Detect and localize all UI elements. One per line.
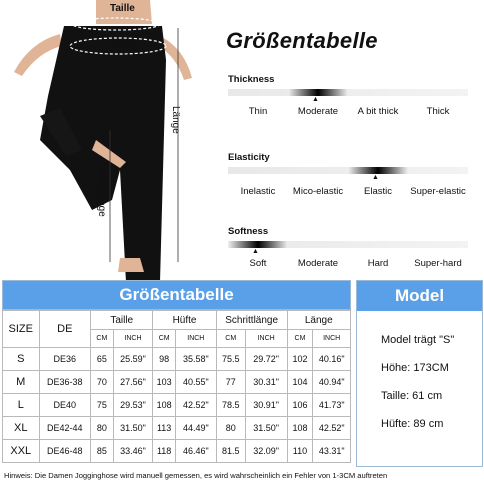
scale-bar [228,167,468,174]
scale-thickness [228,74,468,117]
scale-selected [228,241,288,248]
scale-label: A bit thick [357,106,399,117]
value-cell: 44.49" [175,417,216,440]
value-cell: 113 [153,417,176,440]
unit-cm: CM [216,330,245,348]
footnote: Hinweis: Die Damen Jogginghose wird manuell gemessen, es wird wahrscheinlich ein Fehler von 1-3CM auftreten [4,471,388,480]
unit-inch: INCH [113,330,153,348]
size-rows [3,348,351,463]
group-header: Länge [287,311,350,330]
page-title: Größentabelle [226,28,378,53]
de-cell: DE36 [39,348,91,371]
group-header: Hüfte [153,311,216,330]
unit-cm: CM [287,330,313,348]
scale-label: Elastic [364,186,392,197]
scale-softness [228,226,468,269]
unit-cm: CM [91,330,114,348]
model-size-text: Model trägt "S" [381,334,455,346]
value-cell: 25.59" [113,348,153,371]
model-header: Model [357,281,482,311]
table-row [3,417,351,440]
group-header: Schrittlänge [216,311,287,330]
model-box [356,280,483,467]
de-cell: DE36-38 [39,371,91,394]
value-cell: 33.46" [113,440,153,463]
scale-label: Super-hard [414,258,462,269]
value-cell: 108 [287,417,313,440]
lange-label: Länge [170,106,181,134]
size-grid [2,310,351,463]
col-de-header: DE [39,311,91,348]
unit-inch: INCH [245,330,287,348]
value-cell: 30.31" [245,371,287,394]
value-cell: 80 [91,417,114,440]
scale-label: Inelastic [240,186,276,197]
scale-labels [228,106,468,117]
scale-labels [228,258,468,269]
value-cell: 40.55" [175,371,216,394]
table-row [3,394,351,417]
value-cell: 110 [287,440,313,463]
value-cell: 42.52" [175,394,216,417]
value-cell: 104 [287,371,313,394]
value-cell: 85 [91,440,114,463]
size-cell: M [3,371,40,394]
value-cell: 77 [216,371,245,394]
arrow-up-icon: ▲ [372,174,379,181]
size-cell: XXL [3,440,40,463]
value-cell: 29.72" [245,348,287,371]
scale-title: Softness [228,226,269,237]
scale-label: Thick [426,106,450,117]
taille-label: Taille [110,3,135,14]
de-cell: DE46-48 [39,440,91,463]
value-cell: 35.58" [175,348,216,371]
value-cell: 70 [91,371,114,394]
scale-bar [228,241,468,248]
unit-cm: CM [153,330,176,348]
group-header: Taille [91,311,153,330]
size-table-header: Größentabelle [2,280,351,310]
value-cell: 42.52" [313,417,351,440]
value-cell: 118 [153,440,176,463]
arrow-up-icon: ▲ [312,96,319,103]
de-cell: DE42-44 [39,417,91,440]
scale-elasticity [228,152,468,197]
model-waist-text: Taille: 61 cm [381,390,443,402]
scale-selected [348,167,408,174]
scale-labels [228,186,468,197]
value-cell: 78.5 [216,394,245,417]
table-row [3,348,351,371]
value-cell: 27.56" [113,371,153,394]
value-cell: 98 [153,348,176,371]
value-cell: 41.73" [313,394,351,417]
scale-label: Moderate [297,106,339,117]
scale-label: Thin [248,106,268,117]
value-cell: 32.09" [245,440,287,463]
value-cell: 31.50" [245,417,287,440]
table-row [3,440,351,463]
unit-inch: INCH [313,330,351,348]
scale-label: Super-elastic [410,186,466,197]
size-cell: XL [3,417,40,440]
scale-selected [288,89,348,96]
arrow-up-icon: ▲ [252,248,259,255]
value-cell: 75 [91,394,114,417]
scale-label: Soft [249,258,267,269]
scale-label: Hard [367,258,389,269]
value-cell: 102 [287,348,313,371]
model-height-text: Höhe: 173CM [381,362,449,374]
scale-label: Mico-elastic [292,186,344,197]
value-cell: 29.53" [113,394,153,417]
value-cell: 81.5 [216,440,245,463]
value-cell: 40.94" [313,371,351,394]
value-cell: 43.31" [313,440,351,463]
scale-title: Thickness [228,74,275,85]
unit-inch: INCH [175,330,216,348]
size-cell: L [3,394,40,417]
value-cell: 106 [287,394,313,417]
value-cell: 75.5 [216,348,245,371]
value-cell: 30.91" [245,394,287,417]
size-cell: S [3,348,40,371]
scale-title: Elasticity [228,152,270,163]
table-row [3,371,351,394]
value-cell: 80 [216,417,245,440]
de-cell: DE40 [39,394,91,417]
size-table [2,280,351,463]
value-cell: 40.16" [313,348,351,371]
model-hip-text: Hüfte: 89 cm [381,418,444,430]
value-cell: 108 [153,394,176,417]
hufte-label: Hüfte [110,40,136,51]
scale-bar [228,89,468,96]
col-size-header: SIZE [3,311,40,348]
schrittlange-label: Schrittlänge [96,164,107,217]
value-cell: 46.46" [175,440,216,463]
value-cell: 31.50" [113,417,153,440]
value-cell: 103 [153,371,176,394]
value-cell: 65 [91,348,114,371]
scale-label: Moderate [297,258,339,269]
